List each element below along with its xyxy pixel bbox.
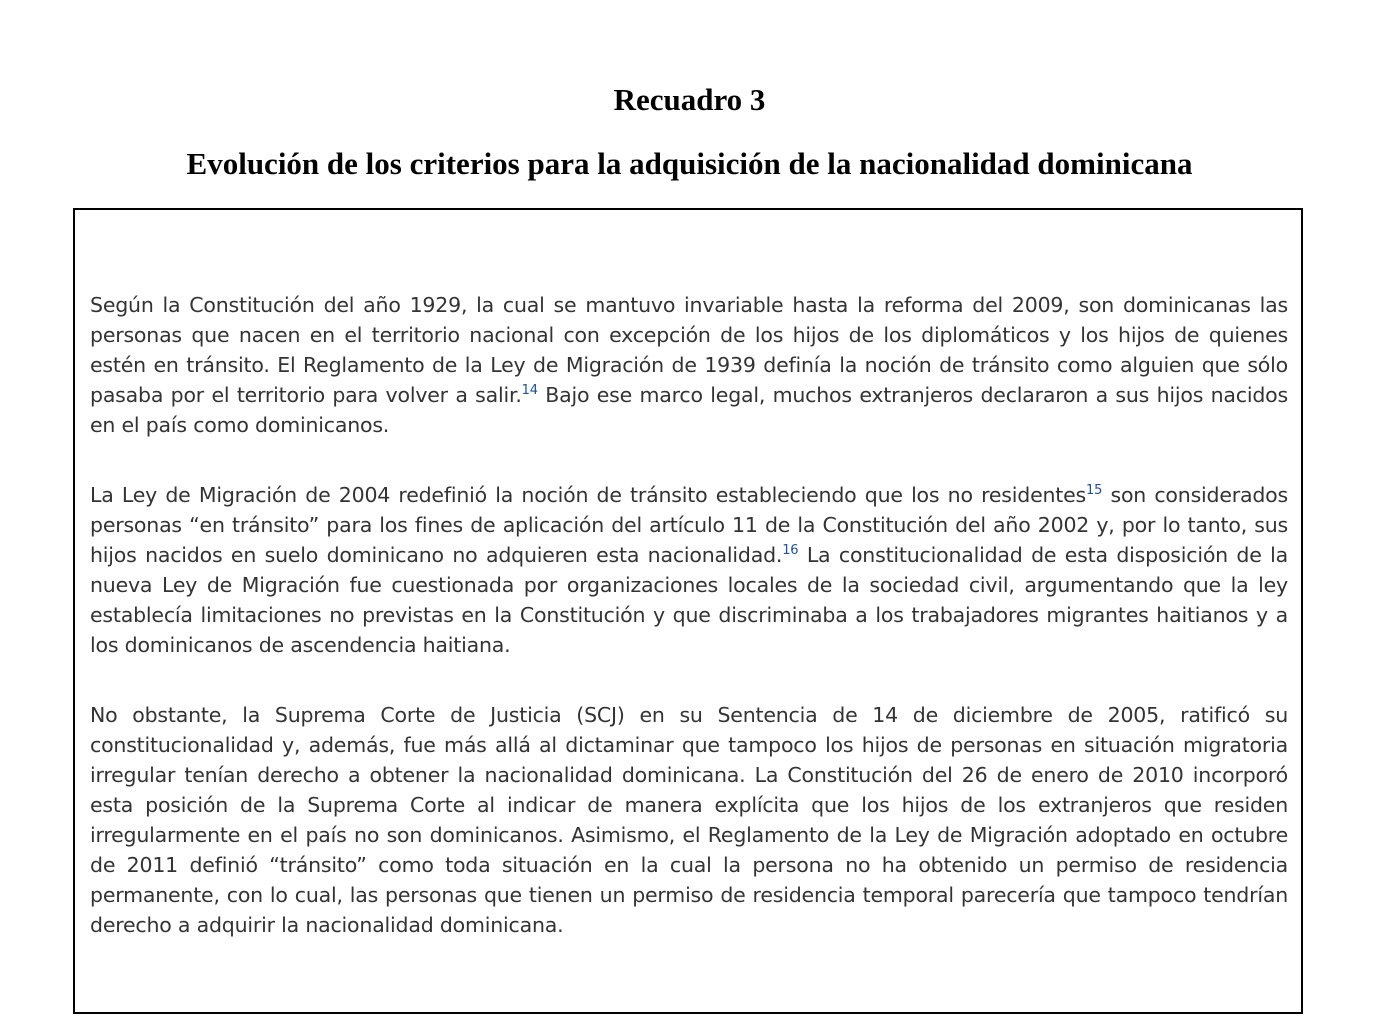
footnote-ref-15[interactable]: 15	[1086, 483, 1103, 499]
paragraph-3: No obstante, la Suprema Corte de Justicia (SCJ) en su Sentencia de 14 de diciembre de 2005, ratificó su constitucionalidad y, además, fue más allá al dictaminar que tampoco los hijos de personas en situación migratoria irregular tenían derecho a obtener la nacionalidad dominicana. La Constitución del 26 de enero de 2010 incorporó esta posición de la Suprema Corte al indicar de manera explícita que los hijos de los extranjeros que residen irregularmente en el país no son dominicanos. Asimismo, el Reglamento de la Ley de Migración adoptado en octubre de 2011 definió “tránsito” como toda situación en la cual la persona no ha obtenido un permiso de residencia permanente, con lo cual, las personas que tienen un permiso de residencia temporal parecería que tampoco tendrían derecho a adquirir la nacionalidad dominicana.	[90, 703, 1288, 937]
paragraph-2-text-c: La constitucionalidad de esta disposición de la nueva Ley de Migración fue cuestionada por organizaciones locales de la sociedad civil, argumentando que la ley establecía limitaciones no previstas en la Constitución y que discriminaba a los trabajadores migrantes haitianos y a los dominicanos de ascendencia haitiana.	[90, 543, 1288, 657]
paragraph-1-text-a: Según la Constitución del año 1929, la cual se mantuvo invariable hasta la reforma del 2009, son dominicanas las personas que nacen en el territorio nacional con excepción de los hijos de los diplomáticos y los hijos de quienes estén en tránsito. El Reglamento de la Ley de Migración de 1939 definía la noción de tránsito como alguien que sólo pasaba por el territorio para volver a salir.	[90, 293, 1288, 407]
paragraph-2-text-b: son considerados personas “en tránsito” para los fines de aplicación del artículo 11 de la Constitución del año 2002 y, por lo tanto, sus hijos nacidos en suelo dominicano no adquieren esta nacionalidad.	[90, 483, 1288, 567]
paragraph-2-text-a: La Ley de Migración de 2004 redefinió la noción de tránsito estableciendo que los no residentes	[90, 483, 1087, 507]
footnote-ref-14[interactable]: 14	[521, 383, 538, 399]
footnote-ref-16[interactable]: 16	[782, 543, 799, 559]
paragraph-2	[90, 480, 1288, 660]
box-content	[90, 290, 1288, 980]
text-box	[73, 208, 1303, 1014]
paragraph-1	[90, 290, 1288, 440]
page-subtitle: Evolución de los criterios para la adquisición de la nacionalidad dominicana	[186, 146, 1193, 181]
page-title: Recuadro 3	[613, 82, 766, 117]
paragraph-1-text-b: Bajo ese marco legal, muchos extranjeros declararon a sus hijos nacidos en el país como dominicanos.	[90, 383, 1288, 437]
